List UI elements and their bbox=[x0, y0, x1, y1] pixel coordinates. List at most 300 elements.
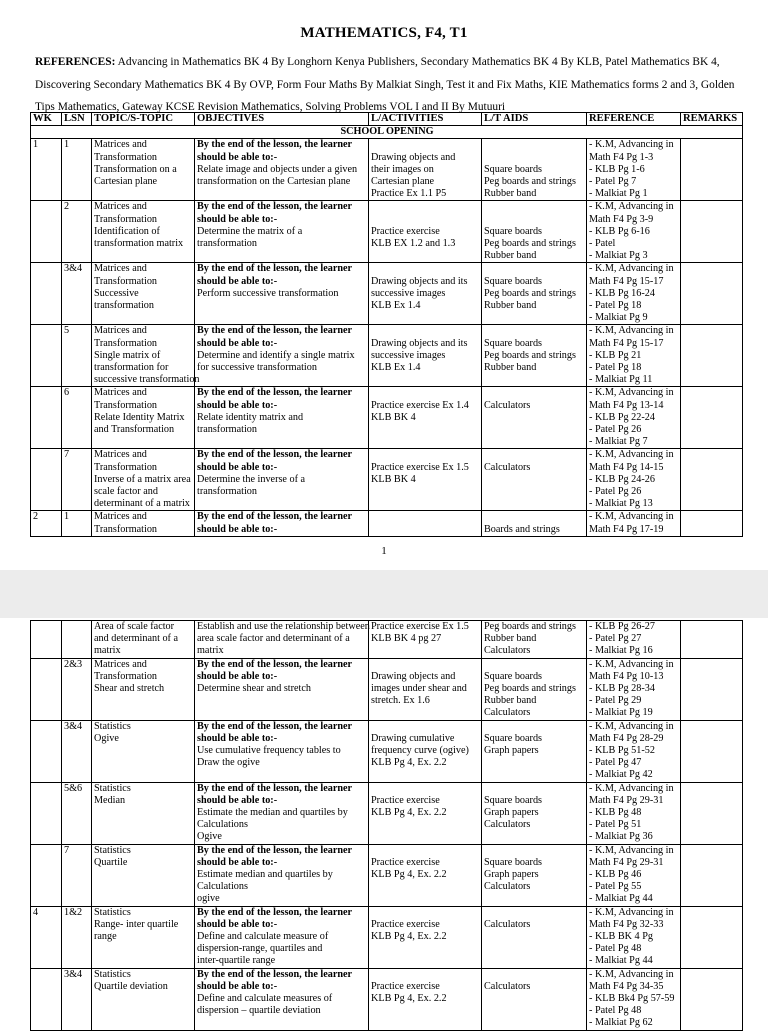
topic-cell-line: transformation for bbox=[94, 361, 169, 373]
objective-lead-line: should be able to:- bbox=[197, 337, 278, 349]
objectives-cell-line: transformation on the Cartesian plane bbox=[197, 175, 351, 187]
table-row bbox=[31, 720, 743, 782]
header-lsn: LSN bbox=[62, 113, 92, 126]
objectives-cell bbox=[195, 621, 369, 659]
topic-cell-line: Quartile deviation bbox=[94, 980, 168, 992]
topic-cell bbox=[92, 621, 195, 659]
topic-cell-line: Statistics bbox=[94, 844, 131, 856]
activities-cell-line: KLB Pg 4, Ex. 2.2 bbox=[371, 806, 447, 818]
reference-cell-line: - KLB Pg 16-24 bbox=[589, 287, 655, 299]
objective-lead-line: should be able to:- bbox=[197, 213, 278, 225]
aids-cell bbox=[482, 720, 587, 782]
topic-cell-line: transformation bbox=[94, 299, 154, 311]
table-row bbox=[31, 449, 743, 511]
topic-cell-line: Successive bbox=[94, 287, 139, 299]
aids-cell-line: Calculators bbox=[484, 881, 531, 893]
activities-cell-line: KLB Ex 1.4 bbox=[371, 299, 421, 311]
objective-lead-line: By the end of the lesson, the learner bbox=[197, 449, 353, 461]
aids-cell-line bbox=[484, 139, 585, 151]
objective-lead-line: should be able to:- bbox=[197, 151, 278, 163]
aids-cell-line bbox=[484, 449, 585, 461]
reference-cell-line: Math F4 Pg 3-9 bbox=[589, 213, 654, 225]
reference-cell-line: - K.M, Advancing in bbox=[589, 968, 674, 980]
reference-cell-line: - Patel Pg 18 bbox=[589, 361, 642, 373]
aids-cell-line: Calculators bbox=[484, 399, 531, 411]
reference-cell-line: - Patel Pg 47 bbox=[589, 757, 642, 769]
reference-cell bbox=[587, 658, 681, 720]
lesson-cell: 6 bbox=[62, 387, 92, 449]
reference-cell-line: Math F4 Pg 28-29 bbox=[589, 732, 664, 744]
objectives-cell bbox=[195, 387, 369, 449]
objectives-cell-line: area scale factor and determinant of a bbox=[197, 633, 350, 645]
activities-cell bbox=[369, 906, 482, 968]
topic-cell-line: Statistics bbox=[94, 782, 131, 794]
header-remarks: REMARKS bbox=[681, 113, 743, 126]
topic-cell-line: Matrices and bbox=[94, 139, 147, 151]
objectives-cell-line: Determine and identify a single matrix bbox=[197, 349, 355, 361]
remarks-cell bbox=[681, 782, 743, 844]
objective-lead-line: should be able to:- bbox=[197, 856, 278, 868]
objectives-cell bbox=[195, 325, 369, 387]
table-row bbox=[31, 844, 743, 906]
topic-cell-line: Matrices and bbox=[94, 658, 147, 670]
objective-lead-line: should be able to:- bbox=[197, 670, 278, 682]
reference-cell-line: Math F4 Pg 34-35 bbox=[589, 980, 664, 992]
activities-cell-line: Practice exercise bbox=[371, 980, 440, 992]
objectives-cell bbox=[195, 263, 369, 325]
reference-cell-line: Math F4 Pg 17-19 bbox=[589, 523, 664, 535]
week-cell bbox=[31, 621, 62, 659]
topic-cell-line: Transformation bbox=[94, 151, 158, 163]
aids-cell-line: Square boards bbox=[484, 670, 542, 682]
activities-cell-line: Practice exercise bbox=[371, 918, 440, 930]
aids-cell-line bbox=[484, 152, 585, 164]
references-paragraph bbox=[35, 51, 741, 119]
topic-cell bbox=[92, 658, 195, 720]
activities-cell-line: Practice exercise bbox=[371, 856, 440, 868]
activities-cell-line bbox=[371, 139, 480, 151]
objectives-cell-line: matrix bbox=[197, 645, 224, 657]
objective-lead-line: should be able to:- bbox=[197, 732, 278, 744]
remarks-cell bbox=[681, 621, 743, 659]
reference-cell-line: - KLB Pg 46 bbox=[589, 868, 642, 880]
remarks-cell bbox=[681, 720, 743, 782]
objectives-cell-line: Perform successive transformation bbox=[197, 287, 339, 299]
objectives-cell-line: Ogive bbox=[197, 831, 222, 843]
aids-cell-line: Rubber band bbox=[484, 299, 537, 311]
activities-cell bbox=[369, 968, 482, 1030]
reference-cell bbox=[587, 201, 681, 263]
objectives-cell bbox=[195, 968, 369, 1030]
aids-cell-line bbox=[484, 845, 585, 857]
aids-cell bbox=[482, 263, 587, 325]
activities-cell-line: KLB EX 1.2 and 1.3 bbox=[371, 237, 456, 249]
aids-cell-line: Calculators bbox=[484, 645, 531, 657]
activities-cell bbox=[369, 720, 482, 782]
topic-cell-line: Matrices and bbox=[94, 325, 147, 337]
aids-cell-line: Square boards bbox=[484, 732, 542, 744]
school-opening-row bbox=[31, 126, 743, 139]
activities-cell-line: Practice exercise bbox=[371, 794, 440, 806]
activities-cell-line: KLB Pg 4, Ex. 2.2 bbox=[371, 930, 447, 942]
week-cell: 4 bbox=[31, 906, 62, 968]
aids-cell-line bbox=[484, 659, 585, 671]
activities-cell-line: Cartesian plane bbox=[371, 175, 435, 187]
activities-cell-line bbox=[371, 201, 480, 213]
reference-cell-line: - Malkiat Pg 9 bbox=[589, 312, 648, 324]
table-row bbox=[31, 201, 743, 263]
lesson-cell: 2&3 bbox=[62, 658, 92, 720]
aids-cell-line: Square boards bbox=[484, 337, 542, 349]
table-row bbox=[31, 387, 743, 449]
remarks-cell bbox=[681, 201, 743, 263]
page-gap bbox=[0, 570, 768, 618]
reference-cell-line: - KLB Pg 6-16 bbox=[589, 225, 650, 237]
table-row bbox=[31, 263, 743, 325]
activities-cell bbox=[369, 387, 482, 449]
remarks-cell bbox=[681, 263, 743, 325]
topic-cell-line: Matrices and bbox=[94, 511, 147, 523]
reference-cell-line: Math F4 Pg 14-15 bbox=[589, 461, 664, 473]
topic-cell bbox=[92, 263, 195, 325]
reference-cell-line: - KLB Pg 28-34 bbox=[589, 682, 655, 694]
table-row bbox=[31, 325, 743, 387]
aids-cell-line: Rubber band bbox=[484, 188, 537, 200]
reference-cell-line: - Patel Pg 26 bbox=[589, 423, 642, 435]
reference-cell bbox=[587, 511, 681, 536]
topic-cell-line: Transformation bbox=[94, 461, 158, 473]
reference-cell-line: - Malkiat Pg 42 bbox=[589, 769, 653, 781]
objectives-cell bbox=[195, 782, 369, 844]
aids-cell bbox=[482, 658, 587, 720]
topic-cell bbox=[92, 387, 195, 449]
objective-lead-line: By the end of the lesson, the learner bbox=[197, 201, 353, 213]
week-cell bbox=[31, 201, 62, 263]
activities-cell bbox=[369, 782, 482, 844]
activities-cell-line: KLB Pg 4, Ex. 2.2 bbox=[371, 868, 447, 880]
reference-cell-line: - K.M, Advancing in bbox=[589, 511, 674, 523]
activities-cell-line: Drawing objects and bbox=[371, 151, 456, 163]
table-header-row bbox=[31, 113, 743, 126]
objective-lead-line: By the end of the lesson, the learner bbox=[197, 511, 353, 523]
table-row bbox=[31, 511, 743, 536]
objective-lead-line: should be able to:- bbox=[197, 794, 278, 806]
objectives-cell-line: Define and calculate measure of bbox=[197, 930, 329, 942]
lesson-cell: 1 bbox=[62, 511, 92, 536]
activities-cell bbox=[369, 844, 482, 906]
activities-cell-line bbox=[371, 387, 480, 399]
remarks-cell bbox=[681, 325, 743, 387]
reference-cell-line: - K.M, Advancing in bbox=[589, 325, 674, 337]
reference-cell-line: - Patel Pg 26 bbox=[589, 485, 642, 497]
lesson-cell: 2 bbox=[62, 201, 92, 263]
lesson-cell: 1 bbox=[62, 139, 92, 201]
reference-cell-line: Math F4 Pg 15-17 bbox=[589, 275, 664, 287]
aids-cell-line: Calculators bbox=[484, 980, 531, 992]
aids-cell bbox=[482, 325, 587, 387]
objectives-cell bbox=[195, 720, 369, 782]
header-objectives: OBJECTIVES bbox=[195, 113, 369, 126]
activities-cell-line: Drawing objects and its bbox=[371, 337, 468, 349]
aids-cell-line bbox=[484, 907, 585, 919]
objectives-cell-line: Use cumulative frequency tables to bbox=[197, 744, 341, 756]
aids-cell-line: Boards and strings bbox=[484, 523, 560, 535]
objectives-cell bbox=[195, 906, 369, 968]
topic-cell-line: Transformation on a bbox=[94, 163, 177, 175]
aids-cell-line bbox=[484, 511, 585, 523]
topic-cell-line: Ogive bbox=[94, 732, 119, 744]
objective-lead-line: By the end of the lesson, the learner bbox=[197, 658, 353, 670]
table-row bbox=[31, 658, 743, 720]
reference-cell bbox=[587, 968, 681, 1030]
objectives-cell bbox=[195, 511, 369, 536]
aids-cell-line bbox=[484, 721, 585, 733]
reference-cell-line: - K.M, Advancing in bbox=[589, 844, 674, 856]
activities-cell-line bbox=[371, 449, 480, 461]
week-cell bbox=[31, 263, 62, 325]
topic-cell-line: Transformation bbox=[94, 275, 158, 287]
week-cell bbox=[31, 968, 62, 1030]
aids-cell-line: Rubber band bbox=[484, 250, 537, 262]
remarks-cell bbox=[681, 968, 743, 1030]
activities-cell-line: Drawing objects and bbox=[371, 670, 456, 682]
objectives-cell-line: Relate image and objects under a given bbox=[197, 163, 358, 175]
activities-cell-line: successive images bbox=[371, 287, 446, 299]
aids-cell bbox=[482, 511, 587, 536]
objective-lead-line: By the end of the lesson, the learner bbox=[197, 782, 353, 794]
reference-cell-line: - Patel Pg 18 bbox=[589, 299, 642, 311]
scheme-table-page-2 bbox=[30, 620, 743, 1031]
aids-cell bbox=[482, 139, 587, 201]
activities-cell-line: frequency curve (ogive) bbox=[371, 744, 469, 756]
reference-cell bbox=[587, 782, 681, 844]
aids-cell-line: Peg boards and strings bbox=[484, 237, 576, 249]
references-text: Advancing in Mathematics BK 4 By Longhorn Kenya Publishers, Secondary Mathematics BK 4 By KLB, Patel Mathematics BK 4, Discovering Secondary Mathematics BK 4 By OVP, Form Four Maths By Malkiat Singh, Test it and Fix Maths, KIE Mathematics forms 2 and 3, Golden Tips Mathematics, Gateway KCSE Revision Mathematics, Solving Problems VOL I and II By Mutuuri bbox=[35, 56, 735, 113]
header-topic: TOPIC/S-TOPIC bbox=[92, 113, 195, 126]
activities-cell bbox=[369, 621, 482, 659]
reference-cell-line: Math F4 Pg 10-13 bbox=[589, 670, 664, 682]
aids-cell-line: Peg boards and strings bbox=[484, 175, 576, 187]
topic-cell-line: Transformation bbox=[94, 337, 158, 349]
topic-cell-line: range bbox=[94, 930, 117, 942]
topic-cell-line: Transformation bbox=[94, 670, 158, 682]
objectives-cell-line: Define and calculate measures of bbox=[197, 992, 333, 1004]
aids-cell-line bbox=[484, 214, 585, 226]
topic-cell bbox=[92, 906, 195, 968]
reference-cell-line: - KLB BK 4 Pg bbox=[589, 930, 653, 942]
aids-cell bbox=[482, 387, 587, 449]
topic-cell bbox=[92, 782, 195, 844]
topic-cell-line: Matrices and bbox=[94, 387, 147, 399]
reference-cell bbox=[587, 844, 681, 906]
reference-cell-line: - Patel Pg 7 bbox=[589, 175, 637, 187]
activities-cell-line: Practice exercise bbox=[371, 225, 440, 237]
reference-cell bbox=[587, 906, 681, 968]
reference-cell-line: - Malkiat Pg 7 bbox=[589, 436, 648, 448]
activities-cell-line: KLB Pg 4, Ex. 2.2 bbox=[371, 992, 447, 1004]
activities-cell-line: Drawing cumulative bbox=[371, 732, 455, 744]
lesson-cell: 7 bbox=[62, 449, 92, 511]
objectives-cell-line: Relate identity matrix and bbox=[197, 411, 304, 423]
week-cell bbox=[31, 720, 62, 782]
aids-cell bbox=[482, 449, 587, 511]
header-wk: WK bbox=[31, 113, 62, 126]
table-row bbox=[31, 906, 743, 968]
topic-cell-line: Shear and stretch bbox=[94, 682, 165, 694]
reference-cell-line: - KLB Pg 21 bbox=[589, 349, 642, 361]
lesson-cell: 3&4 bbox=[62, 720, 92, 782]
activities-cell bbox=[369, 263, 482, 325]
aids-cell bbox=[482, 968, 587, 1030]
activities-cell-line bbox=[371, 721, 480, 733]
objectives-cell-line: Calculations bbox=[197, 819, 248, 831]
topic-cell bbox=[92, 844, 195, 906]
aids-cell-line: Calculators bbox=[484, 461, 531, 473]
objectives-cell-line: Establish and use the relationship between bbox=[197, 621, 370, 632]
reference-cell-line: - K.M, Advancing in bbox=[589, 263, 674, 275]
objective-lead-line: By the end of the lesson, the learner bbox=[197, 139, 353, 151]
objective-lead-line: By the end of the lesson, the learner bbox=[197, 844, 353, 856]
week-cell: 2 bbox=[31, 511, 62, 536]
topic-cell-line: scale factor and bbox=[94, 485, 158, 497]
week-cell bbox=[31, 387, 62, 449]
lesson-cell: 5 bbox=[62, 325, 92, 387]
aids-cell-line: Rubber band bbox=[484, 633, 537, 645]
objective-lead-line: By the end of the lesson, the learner bbox=[197, 263, 353, 275]
reference-cell bbox=[587, 325, 681, 387]
activities-cell-line: KLB BK 4 pg 27 bbox=[371, 633, 442, 645]
aids-cell bbox=[482, 906, 587, 968]
reference-cell bbox=[587, 263, 681, 325]
objectives-cell-line: for successive transformation bbox=[197, 361, 317, 373]
topic-cell bbox=[92, 449, 195, 511]
topic-cell bbox=[92, 511, 195, 536]
aids-cell-line: Square boards bbox=[484, 794, 542, 806]
objectives-cell bbox=[195, 139, 369, 201]
activities-cell-line: Practice exercise Ex 1.5 bbox=[371, 461, 469, 473]
activities-cell-line: images under shear and bbox=[371, 682, 467, 694]
aids-cell-line bbox=[484, 263, 585, 275]
reference-cell-line: - K.M, Advancing in bbox=[589, 201, 674, 213]
remarks-cell bbox=[681, 511, 743, 536]
remarks-cell bbox=[681, 139, 743, 201]
activities-cell-line: Practice Ex 1.1 P5 bbox=[371, 188, 447, 200]
topic-cell-line: Cartesian plane bbox=[94, 175, 158, 187]
activities-cell-line: Practice exercise Ex 1.5 bbox=[371, 621, 469, 632]
reference-cell-line: - K.M, Advancing in bbox=[589, 449, 674, 461]
document-title: MATHEMATICS, F4, T1 bbox=[300, 25, 468, 41]
aids-cell-line: Graph papers bbox=[484, 744, 539, 756]
table-row bbox=[31, 968, 743, 1030]
topic-cell-line: Identification of bbox=[94, 225, 160, 237]
week-cell bbox=[31, 325, 62, 387]
topic-cell bbox=[92, 139, 195, 201]
week-cell bbox=[31, 658, 62, 720]
reference-cell bbox=[587, 387, 681, 449]
topic-cell-line: Matrices and bbox=[94, 263, 147, 275]
remarks-cell bbox=[681, 449, 743, 511]
objectives-cell-line: Estimate median and quartiles by bbox=[197, 868, 333, 880]
week-cell: 1 bbox=[31, 139, 62, 201]
topic-cell-line: Matrices and bbox=[94, 449, 147, 461]
reference-cell-line: Math F4 Pg 13-14 bbox=[589, 399, 664, 411]
remarks-cell bbox=[681, 906, 743, 968]
lesson-cell bbox=[62, 621, 92, 659]
reference-cell-line: - Patel Pg 48 bbox=[589, 943, 642, 955]
objectives-cell bbox=[195, 658, 369, 720]
reference-cell-line: - K.M, Advancing in bbox=[589, 387, 674, 399]
activities-cell bbox=[369, 449, 482, 511]
topic-cell bbox=[92, 201, 195, 263]
reference-cell-line: - Malkiat Pg 16 bbox=[589, 645, 653, 657]
topic-cell-line: Single matrix of bbox=[94, 349, 161, 361]
lesson-cell: 5&6 bbox=[62, 782, 92, 844]
objectives-cell-line: Calculations bbox=[197, 881, 248, 893]
aids-cell-line: Calculators bbox=[484, 918, 531, 930]
aids-cell-line: Graph papers bbox=[484, 868, 539, 880]
objective-lead-line: should be able to:- bbox=[197, 399, 278, 411]
objectives-cell-line: transformation bbox=[197, 485, 257, 497]
topic-cell-line: Matrices and bbox=[94, 201, 147, 213]
reference-cell-line: - Malkiat Pg 3 bbox=[589, 250, 648, 262]
objective-lead-line: By the end of the lesson, the learner bbox=[197, 387, 353, 399]
objective-lead-line: By the end of the lesson, the learner bbox=[197, 968, 353, 980]
reference-cell-line: - Patel Pg 51 bbox=[589, 819, 642, 831]
reference-cell bbox=[587, 621, 681, 659]
topic-cell bbox=[92, 968, 195, 1030]
topic-cell-line: Statistics bbox=[94, 720, 131, 732]
reference-cell-line: Math F4 Pg 15-17 bbox=[589, 337, 664, 349]
aids-cell-line: Square boards bbox=[484, 163, 542, 175]
reference-cell-line: - K.M, Advancing in bbox=[589, 782, 674, 794]
activities-cell-line bbox=[371, 845, 480, 857]
topic-cell bbox=[92, 720, 195, 782]
aids-cell-line: Rubber band bbox=[484, 695, 537, 707]
reference-cell-line: - K.M, Advancing in bbox=[589, 658, 674, 670]
reference-cell-line: - KLB Pg 51-52 bbox=[589, 744, 655, 756]
reference-cell bbox=[587, 720, 681, 782]
aids-cell-line bbox=[484, 969, 585, 981]
reference-cell-line: - Malkiat Pg 1 bbox=[589, 188, 648, 200]
aids-cell-line: Calculators bbox=[484, 707, 531, 719]
activities-cell-line: KLB BK 4 bbox=[371, 473, 416, 485]
activities-cell-line: stretch. Ex 1.6 bbox=[371, 695, 430, 707]
lesson-cell: 1&2 bbox=[62, 906, 92, 968]
objectives-cell bbox=[195, 449, 369, 511]
activities-cell bbox=[369, 658, 482, 720]
aids-cell bbox=[482, 782, 587, 844]
reference-cell bbox=[587, 139, 681, 201]
remarks-cell bbox=[681, 387, 743, 449]
reference-cell-line: - KLB Pg 48 bbox=[589, 806, 642, 818]
reference-cell-line: - Patel Pg 48 bbox=[589, 1005, 642, 1017]
aids-cell-line: Square boards bbox=[484, 275, 542, 287]
aids-cell-line: Peg boards and strings bbox=[484, 682, 576, 694]
activities-cell bbox=[369, 139, 482, 201]
topic-cell-line: Area of scale factor bbox=[94, 621, 175, 632]
objectives-cell-line: Draw the ogive bbox=[197, 757, 260, 769]
aids-cell-line: Square boards bbox=[484, 856, 542, 868]
reference-cell-line: - Patel Pg 29 bbox=[589, 695, 642, 707]
topic-cell-line: successive transformation bbox=[94, 374, 200, 386]
objectives-cell-line: dispersion-range, quartiles and bbox=[197, 943, 323, 955]
remarks-cell bbox=[681, 658, 743, 720]
aids-cell-line: Peg boards and strings bbox=[484, 349, 576, 361]
aids-cell-line: Square boards bbox=[484, 225, 542, 237]
activities-cell bbox=[369, 511, 482, 536]
objectives-cell-line: transformation bbox=[197, 237, 257, 249]
week-cell bbox=[31, 844, 62, 906]
